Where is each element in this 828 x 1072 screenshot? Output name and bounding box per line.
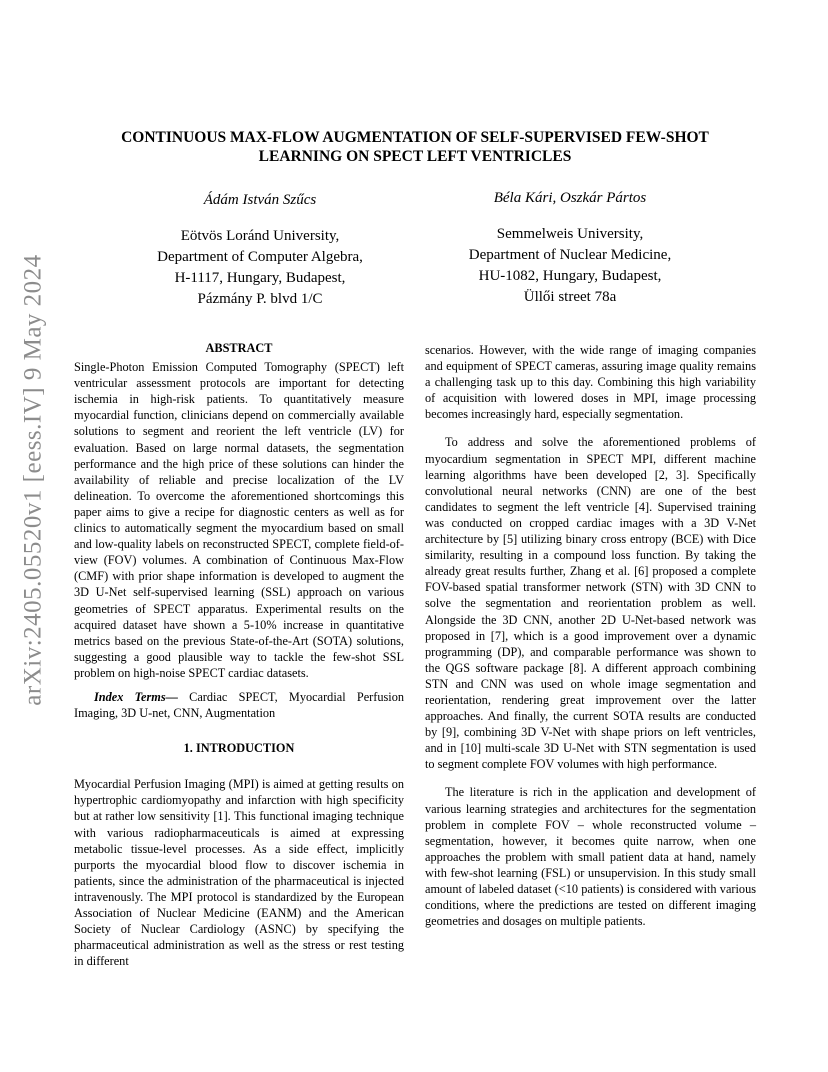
index-terms-label: Index Terms— (94, 689, 178, 704)
affiliation-line: Eötvös Loránd University, (180, 228, 340, 244)
index-terms (74, 689, 404, 721)
affiliation-line: H-1117, Hungary, Budapest, (174, 270, 346, 286)
author-name-left: Ádám István Szűcs (203, 192, 317, 208)
affiliation-line: Üllői street 78a (523, 289, 617, 305)
abstract-heading: ABSTRACT (205, 341, 273, 355)
intro-paragraph-3: The literature is rich in the application and development of various learning strategies and architectures for the segmentation problem in complete FOV – whole reconstructed volume – segmentation, however, it becomes quite narrow, when one approaches the problem with small patient data at hand, namely with few-shot learning (FSL) or unsupervision. In this study small amount of labeled dataset (<10 patients) is considered with various conditions, where the predictions are tested on different imaging geometries and dosages on multiple patients. (425, 785, 756, 929)
author-name-right: Béla Kári, Oszkár Pártos (493, 190, 647, 206)
affiliation-line: Department of Computer Algebra, (157, 249, 363, 265)
affiliation-line: Pázmány P. blvd 1/C (197, 291, 323, 307)
abstract-text: Single-Photon Emission Computed Tomography (SPECT) left ventricular assessment protocols are important for detecting ischemia in high-risk patients. To quantitatively measure myocardial function, clinicians depend on commercially available solutions to segment and reorient the left ventricle (LV) for evaluation. Based on large normal datasets, the segmentation performance and the high price of these solutions can hinder the availability of reliable and precise localization of the LV delineation. To overcome the aforementioned shortcomings this paper aims to give a recipe for diagnostic centers as well as for clinics to automatically segment the myocardium based on small and low-quality labels on reconstructed SPECT, complete field-of-view (FOV) volumes. A combination of Continuous Max-Flow (CMF) with prior shape information is developed to augment the 3D U-Net self-supervised learning (SSL) approach on various geometries of SPECT apparatus. Experimental results on the acquired dataset have shown a 5-10% increase in quantitative metrics based on the previous State-of-the-Art (SOTA) solutions, suggesting a good plausible way to tackle the few-shot SSL problem on high-noise SPECT cardiac datasets. (74, 360, 404, 680)
intro-paragraph-1: Myocardial Perfusion Imaging (MPI) is aimed at getting results on hypertrophic cardiomyopathy and infarction with high specificity but at rather low sensitivity [1]. This functional imaging technique with various radiopharmaceuticals is aimed at expressing metabolic tissue-level processes. As a side effect, implicitly purports the myocardial blood flow to discover ischemia in patients, since the administration of the pharmaceutical is injected intravenously. The MPI protocol is standardized by the European Association of Nuclear Medicine (EANM) and the American Society of Nuclear Cardiology (ASNC) by specifying the pharmaceutical administration as well as the stress or rest testing in different (74, 777, 404, 969)
left-column (74, 340, 404, 969)
author-block-right (420, 188, 720, 308)
paper-title (74, 128, 756, 166)
intro-paragraph-2: To address and solve the aforementioned problems of myocardium segmentation in SPECT MPI, different machine learning algorithms have been developed [2, 3]. Specifically convolutional neural networks (CNN) are one of the best candidates to segment the left ventricle [4]. Supervised training was conducted on cropped cardiac images with a 3D V-Net architecture by [5] utilizing binary cross entropy (BCE) with Dice similarity, resulting in a compound loss function. By taking the already great results further, Zhang et al. [6] proposed a complete FOV-based spatial transformer network (STN) with 3D CNN to solve the segmentation and reorientation problem as well. Alongside the 3D CNN, another 2D U-Net-based network was proposed in [7], which is a good improvement over a dynamic programming (DP), and comparable performance was shown to the QGS software package [8]. A different approach combining STN and CNN was used on whole image segmentation and reorientation, rendering great improvement over the latter approaches. And finally, the current SOTA results are conducted by [9], combining 3D V-Net with shape priors on left ventricles, and in [10] multi-scale 3D U-Net with STN segmentation is used to segment complete FOV volumes with high performance. (425, 435, 756, 772)
arxiv-id-text: arXiv:2405.05520v1 [eess.IV] 9 May 2024 (20, 254, 47, 706)
author-block-left (110, 190, 410, 310)
title-line-2: LEARNING ON SPECT LEFT VENTRICLES (258, 148, 572, 165)
title-line-1: CONTINUOUS MAX-FLOW AUGMENTATION OF SELF-SUPERVISED FEW-SHOT (121, 129, 709, 146)
index-terms-text: Cardiac SPECT, Myocardial Perfusion Imaging, 3D U-net, CNN, Augmentation (74, 689, 404, 721)
affiliation-line: Department of Nuclear Medicine, (468, 247, 672, 263)
affiliation-line: Semmelweis University, (496, 226, 644, 242)
right-column (425, 342, 756, 929)
arxiv-identifier-stamp (14, 254, 54, 706)
introduction-heading: 1. INTRODUCTION (183, 741, 295, 756)
intro-paragraph-1-continued: scenarios. However, with the wide range of imaging companies and equipment of SPECT cameras, assuring image quality remains a challenging task up to this day. Combining this high variability of acquisition with lowered doses in MPI, image processing becomes increasingly hard, especially segmentation. (425, 343, 756, 422)
affiliation-line: HU-1082, Hungary, Budapest, (478, 268, 662, 284)
